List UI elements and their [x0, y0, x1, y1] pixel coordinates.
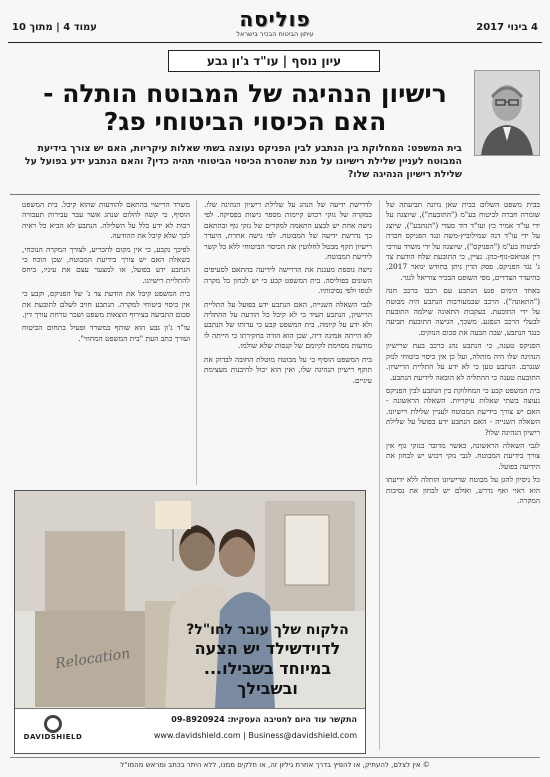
- lead-divider: [10, 194, 540, 195]
- ad-contact-bar: [15, 708, 365, 753]
- ad-watermark-text: Relocation: [54, 645, 132, 673]
- article-lead: בית המשפט: המחלוקת בין הנתבע לבין הפניקס נעוצה בשתי שאלות עיקריות, האם יש צורך בידיעת המבוטח לעניין שלילת רישיונו על מנת שהסרת הכיסוי הביטוחי תהיה כדין? והאם הנתבע ידע בפועל על שלילת רישיון הנהיגה שלו?: [24, 143, 462, 180]
- author-photo: [474, 70, 540, 156]
- paragraph: בית המשפט קבע כי המחלוקת בין הנתבע לבין הפניקס נעוצה בשתי שאלות עיקריות. השאלה הראשונה - האם יש צורך בידיעת המבוטח לעניין שלילת רישיונו. השאלה השנייה - האם הנתבע ידע בפועל על שלילת רישיון הנהיגה שלו?: [386, 385, 540, 437]
- ad-slogan-line-2: לדוידשילד יש הצעה: [194, 639, 341, 658]
- paragraph: הפניקס טענה, כי הנתבע נהג ברכב בעת שרישיון הנהיגה שלו היה מותלה, ועל כן אין כיסוי ביטוחי לנזק שנגרם. הנתבע טען כי לא ידע על התליית הרישיון. התובעת טענה כי ההתליה לא הובאה לידיעת הנתבע.: [386, 341, 540, 382]
- paragraph: עו"ד ג'ון גבע הוא שותף במשרד ופעיל בתחום הביטוח ועורך כתב העת "בית המשפט המחוזי".: [22, 323, 190, 343]
- article-headline: רישיון הנהיגה של המבוטח הותלה - האם הכיסוי הביטוחי פג?: [43, 79, 447, 136]
- author-portrait-icon: [475, 71, 539, 155]
- masthead: [195, 8, 355, 39]
- column-divider: [196, 200, 197, 485]
- davidshield-logo-text: DAVIDSHIELD: [23, 733, 83, 741]
- masthead-subtitle: עיתון הביטוח הבכיר בישראל: [236, 30, 314, 38]
- copyright-notice: © אין לצלם, להעתיק, או להפיץ בדרך אחרת גיליון זה, או חלקים ממנו, ללא היתר בכתב ומראש מהמו"ל: [10, 757, 540, 769]
- paragraph: בית המשפט קיבל את הודעת צד ג' של הפניקס, וקבע כי אין כיסוי ביטוחי למקרה. הנתבע חויב לשלם לתובעת את סכום התביעה בצירוף הוצאות משפט ושכר טרחת עורך דין.: [22, 289, 190, 320]
- issue-date: 4 בינוי 2017: [476, 22, 538, 33]
- page-info: עמוד 4 | מתוך 10: [12, 22, 97, 33]
- paragraph: משרד הרישוי בהתאם להודעות שהוא קיבל. בית המשפט הוסיף, כי קשה להלום שנהג אשר עבר עבירות תעבורה רבות לא ידע כלל על השלילה. הנתבע לא הביא כל ראיה לכך שלא קיבל את ההודעה.: [22, 200, 190, 241]
- ad-slogan-line-3: במיוחד בשבילו... ובשבילך: [203, 659, 332, 698]
- ad-slogan-line-1: הלקוח שלך עובר לחו"ל?: [186, 622, 349, 638]
- article-column-2: [204, 200, 372, 485]
- ad-phone: התקשר עוד היום לחטיבה העסקית: 09-8920924: [171, 715, 357, 724]
- article-column-1: [386, 200, 540, 750]
- ad-web-email[interactable]: www.davidshield.com | Business@davidshield.com: [153, 731, 357, 740]
- paragraph: לדרישת ידיעה של הנהג על שלילת רישיון הנהיגה שלו. במקרה של נזקי רכוש קיימות מספר גישות בפסיקה. לפי גישה אחת יש לבצע התאמה למקרים של נזקי גוף ובהתאם כך נדרשת ידיעה של המבוטח. לפי גישה אחרת, היעדר רישיון תקף מבטל לחלוטין את הכיסוי הביטוחי ללא כל קשר לידיעת המבוטח.: [204, 200, 372, 262]
- masthead-title: פוליסה: [239, 7, 311, 31]
- paragraph: בית המשפט הוסיף כי על מבוטח מוטלת החובה לבדוק את תוקף רישיון הנהיגה שלו, ואין הוא יכול להיבנות מעצימת עיניים.: [204, 354, 372, 385]
- paragraph: בבית משפט השלום בבית שאן נדונה תביעתה של שומרה חברה לביטוח בע"מ ("התובעת"), שיוצגה על ידי עו"ד אמיר כץ ועו"ד דוד סעדי ("הנתבע"), שיוצג על ידי עו"ד דנה שמילוביץ-משה ונגד הפניקס חברה לביטוח בע"מ ("הפניקס"), שיוצגה על ידי משרד עורכי דין אטיאס-נוף-כהן. נציין, כי התובעת שלח הודעת צד ג' נגד הפניקס. פסק הדין ניתן בחודש ינואר 2017, בהיעדר הצדדים, מפי השופט הבכיר צוריאל לנגר.: [386, 200, 540, 282]
- davidshield-advertisement[interactable]: [14, 490, 366, 754]
- paragraph: כל ניסיון להגן על מבוטח שרישיונו הותלה ללא ידיעתו הוא ראוי ואף נדרש, ואולם יש לבחון את נסיבות המקרה.: [386, 475, 540, 505]
- paragraph: לגבי השאלה השנייה, האם הנתבע ידע בפועל על התליית הרישיון, הנתבע העיד כי לא קיבל כל הודעה על ההתליה ולא ידע על קיומה. בית המשפט קבע כי עדותו של הנתבע לא הייתה אמינה דיה, שכן הוא הודה בחקירתו כי הייתה לו מודעות מסוימת לקיומם של קנסות שלא שולמו.: [204, 299, 372, 351]
- author-line: עיון נוסף | עו"ד ג'ון גבע: [168, 50, 380, 72]
- column-divider: [379, 200, 380, 750]
- paragraph: לגבי השאלה הראשונה, כאשר מדובר בנזקי גוף אין צורך בידיעת המבוטח. לגבי נזקי רכוש יש לבחון את הידיעה בפועל.: [386, 440, 540, 471]
- paragraph: באחד הימים פגע הנתבע עם רכבו ברכב חנה ("התאונה"). הרכב שבמעורבות הנתבע היה מבוטח על ידי התובעת. בעקבות התאונה שילמה התובעת לבעלי הרכב הנפגע. משכך, הגישה התובעת תביעה כנגד הנתבע, שבה תבעה את סכום הנזקים.: [386, 286, 540, 337]
- page-header: [8, 8, 542, 43]
- paragraph: לפיכך נקבע, כי אין מקום להכריע, לצורך המקרה הנוכחי, בשאלה האם יש צורך בידיעת המבוטח, שכן הוכח כי הנתבע ידע בפועל, או למצער עצם את עיניו, ביחס להתליית רישיונו.: [22, 244, 190, 285]
- davidshield-logo[interactable]: [23, 715, 83, 747]
- paragraph: גישה נוספת מעגנת את הדרישה לידיעה בהתאם לסעיפים השונים בפוליסה. בית המשפט קבע כי יש לבחון כל מקרה לגופו ולפי נסיבותיו.: [204, 265, 372, 296]
- davidshield-logo-icon: [44, 715, 62, 733]
- article-column-3: [22, 200, 190, 485]
- ad-slogan: [180, 621, 355, 699]
